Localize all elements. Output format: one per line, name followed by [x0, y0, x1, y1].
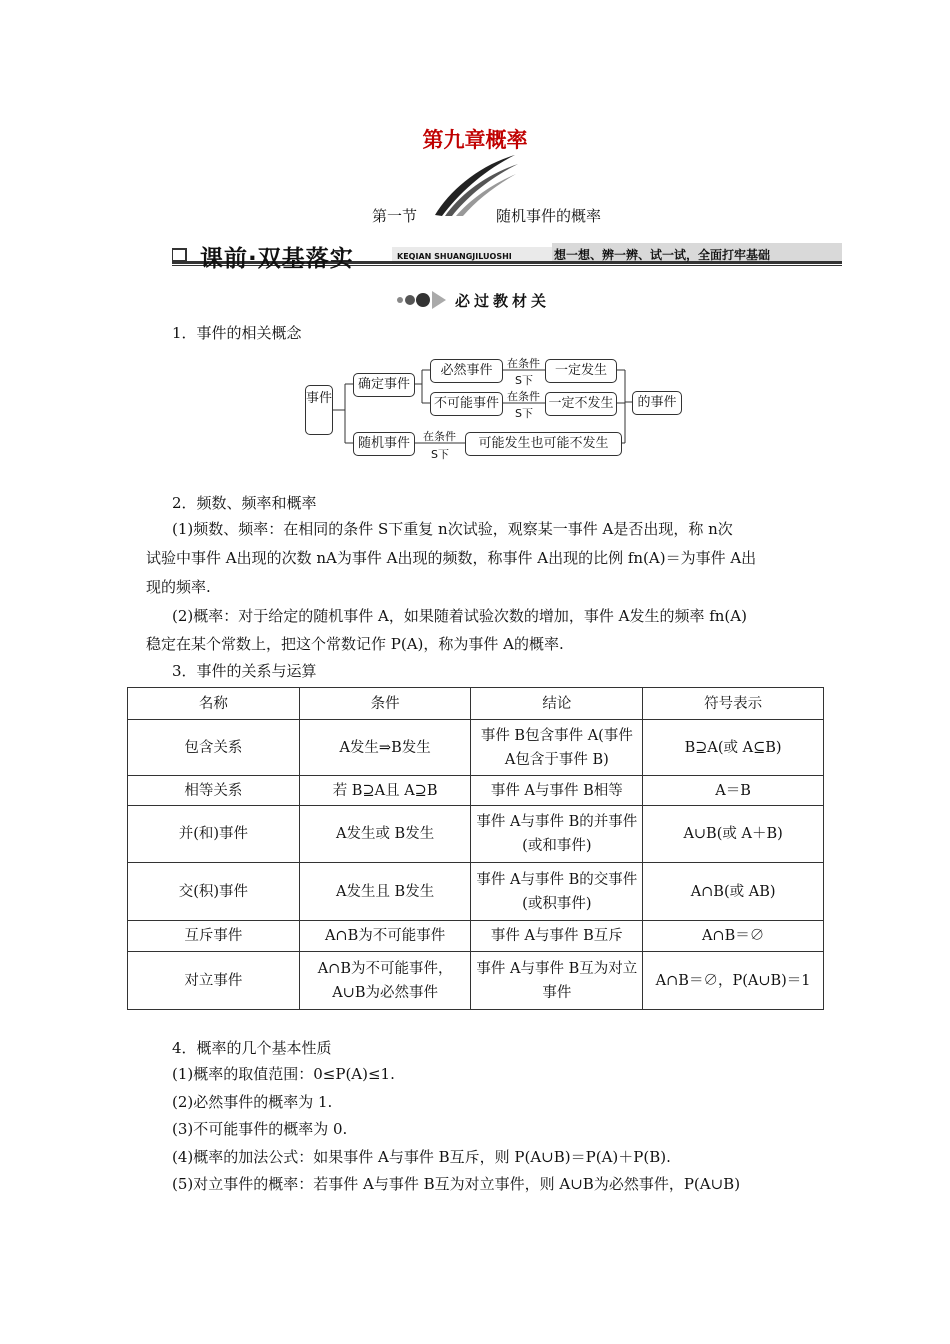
- event-relations-table: [127, 687, 824, 1010]
- node-suffix: 的事件: [632, 391, 682, 415]
- banner-title: 课前·双基落实: [200, 246, 354, 272]
- banner-slogan: 想一想、辨一辨、试一试，全面打牢基础: [554, 248, 771, 262]
- dots-arrow-icon: [394, 288, 454, 312]
- node-certain-event: 确定事件: [353, 373, 415, 397]
- table-row: [128, 720, 824, 776]
- table-row: [128, 776, 824, 806]
- table-cell: B⊇A(或 A⊆B): [643, 720, 824, 776]
- property-item: (1)概率的取值范围：0≤P(A)≤1.: [172, 1065, 395, 1083]
- s2-p2-line2: 稳定在某个常数上，把这个常数记作 P(A)，称为事件 A的概率.: [146, 635, 564, 653]
- condition-top-1: 在条件: [507, 357, 540, 370]
- condition-bottom-3: S下: [431, 448, 449, 461]
- table-cell: A∩B＝∅: [643, 921, 824, 952]
- banner-english: KEQIAN SHUANGJILUOSHI: [397, 252, 512, 261]
- table-cell: 交(积)事件: [128, 863, 300, 921]
- condition-bottom-2: S下: [515, 407, 533, 420]
- table-cell: A∩B＝∅，P(A∪B)＝1: [643, 952, 824, 1010]
- table-cell: A∩B为不可能事件: [299, 921, 471, 952]
- node-random-event: 随机事件: [353, 432, 415, 456]
- table-cell: A＝B: [643, 776, 824, 806]
- chapter-title: 第九章概率: [422, 127, 528, 152]
- table-cell: A发生或 B发生: [299, 806, 471, 863]
- table-cell: 并(和)事件: [128, 806, 300, 863]
- table-cell: A∩B(或 AB): [643, 863, 824, 921]
- table-header-row: [128, 688, 824, 720]
- s2-p1-line2: 试验中事件 A出现的次数 nA为事件 A出现的频数，称事件 A出现的比例 fn(A)＝为事件 A出: [146, 549, 757, 567]
- table-cell: A发生且 B发生: [299, 863, 471, 921]
- section-3-heading: 3．事件的关系与运算: [172, 662, 317, 680]
- table-header: 条件: [299, 688, 471, 720]
- table-cell: 事件 B包含事件 A(事件 A包含于事件 B): [471, 720, 643, 776]
- table-cell: 事件 A与事件 B的并事件(或和事件): [471, 806, 643, 863]
- table-cell: 对立事件: [128, 952, 300, 1010]
- node-result-inevitable: 一定发生: [545, 359, 617, 383]
- property-item: (5)对立事件的概率：若事件 A与事件 B互为对立事件，则 A∪B为必然事件，P(A∪B): [172, 1175, 741, 1193]
- table-cell: 相等关系: [128, 776, 300, 806]
- table-cell: 若 B⊇A且 A⊇B: [299, 776, 471, 806]
- table-cell: 包含关系: [128, 720, 300, 776]
- s2-p2-line1: (2)概率：对于给定的随机事件 A，如果随着试验次数的增加，事件 A发生的频率 fn(A): [172, 607, 747, 625]
- node-impossible-event: 不可能事件: [430, 392, 503, 416]
- table-cell: 互斥事件: [128, 921, 300, 952]
- table-header: 结论: [471, 688, 643, 720]
- table-cell: A∩B为不可能事件，A∪B为必然事件: [299, 952, 471, 1010]
- table-cell: 事件 A与事件 B互斥: [471, 921, 643, 952]
- must-pass-label: 必过教材关: [455, 292, 551, 310]
- node-result-impossible: 一定不发生: [545, 392, 617, 416]
- condition-top-2: 在条件: [507, 390, 540, 403]
- property-item: (3)不可能事件的概率为 0.: [172, 1120, 348, 1138]
- table-cell: 事件 A与事件 B相等: [471, 776, 643, 806]
- s2-p1-line3: 现的频率.: [146, 578, 211, 596]
- table-header: 符号表示: [643, 688, 824, 720]
- section-4-heading: 4．概率的几个基本性质: [172, 1039, 332, 1057]
- section-name: 随机事件的概率: [496, 207, 602, 225]
- table-cell: A∪B(或 A＋B): [643, 806, 824, 863]
- table-row: [128, 806, 824, 863]
- property-item: (2)必然事件的概率为 1.: [172, 1093, 333, 1111]
- node-inevitable-event: 必然事件: [430, 359, 503, 383]
- condition-top-3: 在条件: [423, 430, 456, 443]
- table-row: [128, 921, 824, 952]
- node-result-random: 可能发生也可能不发生: [465, 432, 622, 456]
- table-cell: 事件 A与事件 B互为对立事件: [471, 952, 643, 1010]
- section-2-heading: 2．频数、频率和概率: [172, 494, 317, 512]
- table-row: [128, 952, 824, 1010]
- table-header: 名称: [128, 688, 300, 720]
- node-event: 事件: [305, 385, 333, 435]
- table-row: [128, 863, 824, 921]
- table-cell: A发生⇒B发生: [299, 720, 471, 776]
- table-cell: 事件 A与事件 B的交事件(或积事件): [471, 863, 643, 921]
- s2-p1-line1: (1)频数、频率：在相同的条件 S下重复 n次试验，观察某一事件 A是否出现，称 n次: [172, 520, 733, 538]
- property-item: (4)概率的加法公式：如果事件 A与事件 B互斥，则 P(A∪B)＝P(A)＋P(B).: [172, 1148, 671, 1166]
- condition-bottom-1: S下: [515, 374, 533, 387]
- section-number: 第一节: [372, 207, 418, 225]
- section-1-heading: 1．事件的相关概念: [172, 324, 302, 342]
